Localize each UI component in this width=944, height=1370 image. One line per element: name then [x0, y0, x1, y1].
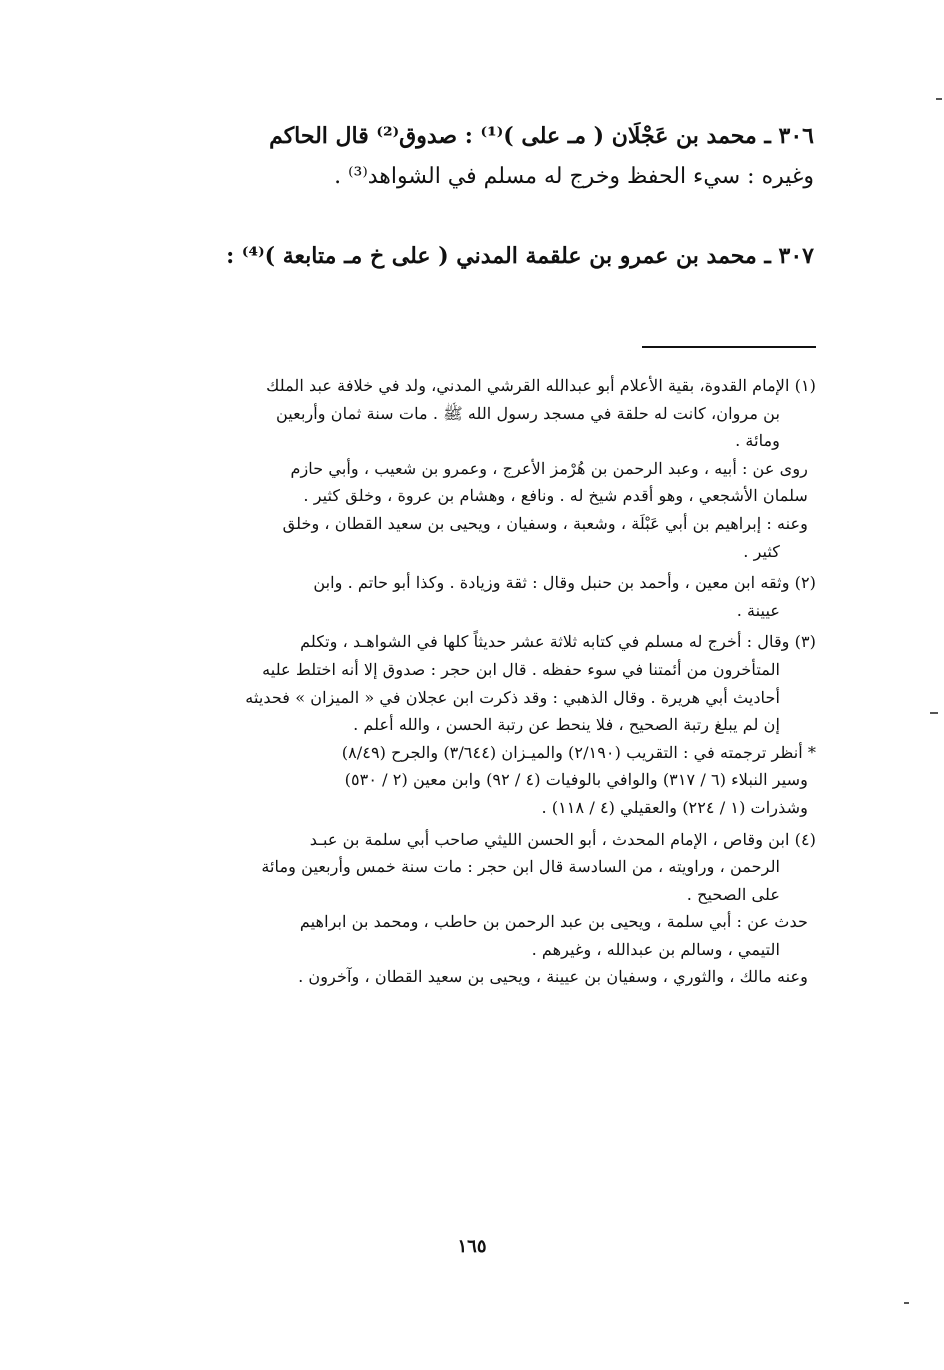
footnotes [120, 372, 816, 991]
footnote-line: حدث عن : أبي سلمة ، ويحيى بن عبد الرحمن بن حاطب ، ومحمد بن ابراهيم [299, 912, 808, 932]
footnote-line: عيينة . [736, 600, 780, 620]
footnote-1 [120, 372, 816, 565]
footnote-line: (٤) ابن وقاص ، الإمام المحدث ، أبو الحسن الليثي صاحب أبي سلمة بن عبـد [309, 829, 816, 849]
footnote-line: التيمي ، وسالم بن عبدالله ، وغيرهم . [531, 939, 780, 959]
footnote-line: (١) الإمام القدوة، بقية الأعلام أبو عبدالله القرشي المدني، ولد في خلافة عبد الملك [266, 376, 816, 395]
footnote-line: على الصحيح . [686, 884, 780, 904]
footnote-3 [120, 628, 816, 738]
footnote-line: * أنظر ترجمته في : التقريب (٢/١٩٠) والميـزان (٣/٦٤٤) والجرح (٨/٤٩) [341, 742, 816, 762]
footnote-line: كثير . [743, 541, 780, 561]
footnote-line: أحاديث أبي هريرة . وقال الذهبي : وقد ذكرت ابن عجلان في « الميزان » فحديثه [245, 687, 780, 707]
footnote-line: بن مروان، كانت له حلقة في مسجد رسول الله ﷺ . مات سنة ثمان وأربعين [275, 403, 780, 423]
entry-306-line-2: وغيره : سيء الحفظ وخرج له مسلم في الشواهد⁽³⁾ . [334, 164, 814, 189]
page-number: ١٦٥ [457, 1236, 487, 1257]
footnote-line: وعنه : إبراهيم بن أبي عَبْلَة ، وشعبة ، وسفيان ، ويحيى بن سعيد القطان ، وخلق [282, 513, 808, 533]
footnote-separator [642, 346, 816, 348]
entry-307 [114, 236, 814, 277]
footnote-line: سلمان الأشجعي ، وهو أقدم شيخ له . ونافع ، وهشام بن عروة ، وخلق كثير . [303, 486, 808, 506]
footnote-line: (٣) وقال : أخرج له مسلم في كتابه ثلاثة عشر حديثاً كلها في الشواهـد ، وتكلم [300, 632, 816, 652]
footnote-4 [120, 826, 816, 992]
footnote-line: إن لم يبلغ رتبة الصحيح ، فلا ينحط عن رتبة الحسن ، والله أعلم . [353, 715, 780, 735]
entry-306-line-1: ٣٠٦ ـ محمد بن عَجْلَان ( مـ على )⁽¹⁾ : صدوق⁽²⁾ قال الحاكم [269, 123, 814, 149]
scan-speck [904, 1302, 909, 1304]
footnote-line: الرحمن ، وراويته ، من السادسة قال ابن حجر : مات سنة خمس وأربعين ومائة [261, 857, 780, 877]
entry-306 [114, 116, 814, 197]
scan-speck [930, 712, 938, 714]
footnote-line: وعنه مالك ، والثوري ، وسفيان بن عيينة ، ويحيى بن سعيد القطان ، وآخرون . [298, 967, 808, 987]
footnote-2 [120, 569, 816, 624]
footnote-line: روى عن : أبيه ، وعبد الرحمن بن هُرْمز الأعرج ، وعمرو بن شعيب ، وأبي حازم [290, 458, 808, 478]
entry-307-line-1: ٣٠٧ ـ محمد بن عمرو بن علقمة المدني ( على خ مـ متابعة )⁽⁴⁾ : [226, 243, 814, 269]
footnote-references [120, 739, 816, 822]
footnote-line: وشذرات (١ / ٢٢٤) والعقيلي (٤ / ١١٨) . [541, 797, 808, 817]
footnote-line: المتأخرون من أئمتنا في سوء حفظه . قال ابن حجر : صدوق إلا أنه اختلط عليه [262, 659, 780, 679]
footnote-line: (٢) وثقه ابن معين ، وأحمد بن حنبل وقال : ثقة وزيادة . وكذا أبو حاتم . وابن [313, 573, 816, 593]
footnote-line: ومائة . [735, 431, 780, 451]
scan-speck [936, 98, 942, 100]
footnote-line: وسير النبلاء (٦ / ٣١٧) والوافي بالوفيات (٤ / ٩٢) وابن معين (٢ / ٥٣٠) [344, 770, 808, 790]
